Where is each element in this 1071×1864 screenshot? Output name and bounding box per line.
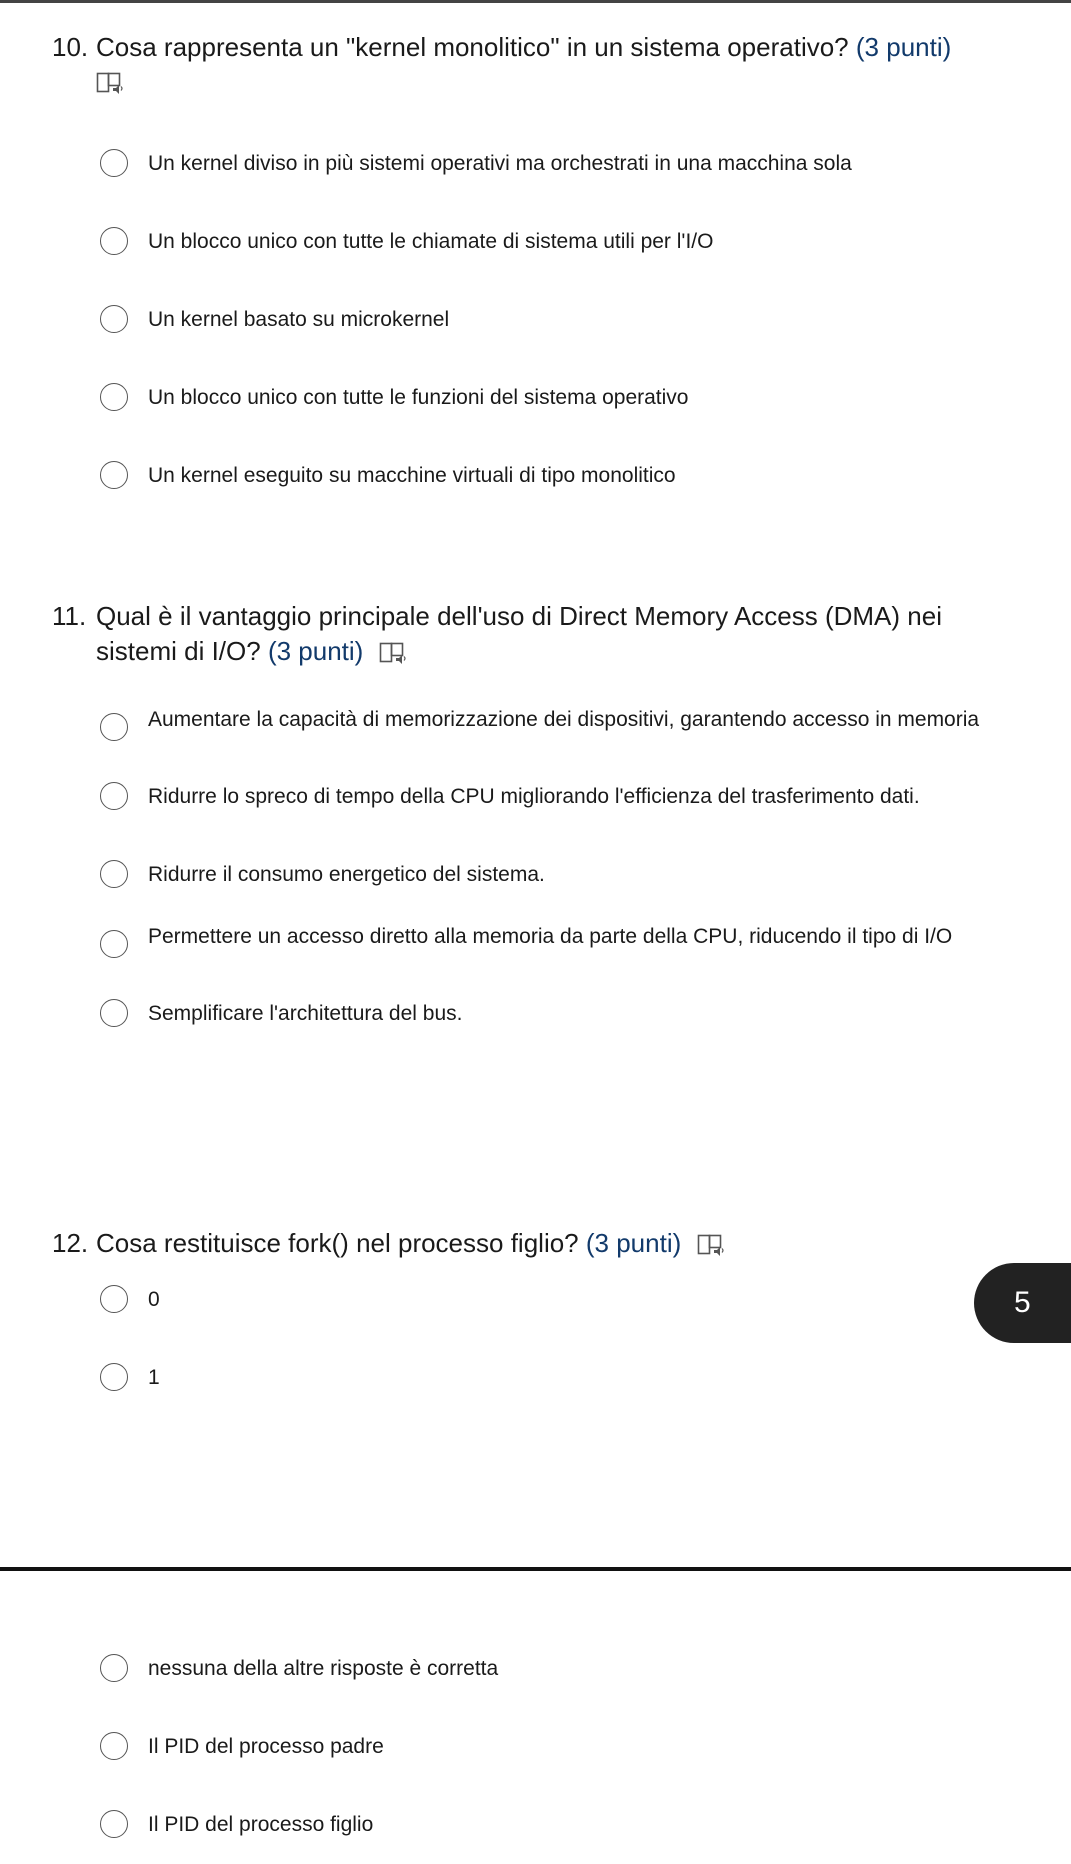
question-header: [0, 1226, 1071, 1261]
question-text: Cosa restituisce fork() nel processo figlio?: [96, 1228, 579, 1258]
question-points: (3 punti): [585, 1228, 682, 1258]
answer-option[interactable]: [0, 359, 1071, 437]
option-label: Il PID del processo figlio: [148, 1813, 374, 1836]
question-12-continued: [0, 1630, 1071, 1864]
option-label: Un kernel diviso in più sistemi operativi ma orchestrati in una macchina sola: [148, 152, 852, 175]
radio-button[interactable]: [100, 227, 128, 255]
question-number: 10.: [52, 32, 89, 62]
question-12: [0, 1226, 1071, 1417]
question-points: (3 punti): [267, 636, 364, 666]
radio-button[interactable]: [100, 1363, 128, 1391]
option-label: 1: [148, 1366, 160, 1389]
radio-button[interactable]: [100, 782, 128, 810]
immersive-reader-icon[interactable]: [697, 1233, 725, 1257]
radio-button[interactable]: [100, 149, 128, 177]
question-points: (3 punti): [855, 32, 952, 62]
option-label: Ridurre lo spreco di tempo della CPU migliorando l'efficienza del trasferimento dati.: [148, 785, 920, 808]
options-list: [0, 1261, 1071, 1417]
options-list: [0, 697, 1071, 1053]
question-11: [0, 599, 1071, 1053]
answer-option[interactable]: [0, 758, 1071, 836]
answer-option[interactable]: [0, 914, 1071, 975]
answer-option[interactable]: [0, 1261, 1071, 1339]
question-header: [0, 30, 1071, 95]
option-label: Semplificare l'architettura del bus.: [148, 1002, 463, 1025]
top-border: [0, 0, 1071, 3]
radio-button[interactable]: [100, 999, 128, 1027]
question-number: 11.: [52, 601, 87, 631]
option-label: Un kernel basato su microkernel: [148, 308, 450, 331]
page-number-badge: 5: [974, 1263, 1071, 1343]
option-label: Un blocco unico con tutte le chiamate di sistema utili per l'I/O: [148, 230, 714, 253]
option-label: Un kernel eseguito su macchine virtuali di tipo monolitico: [148, 464, 676, 487]
answer-option[interactable]: [0, 836, 1071, 914]
answer-option[interactable]: [0, 1630, 1071, 1708]
option-label: Un blocco unico con tutte le funzioni del sistema operativo: [148, 386, 689, 409]
option-label: Il PID del processo padre: [148, 1735, 384, 1758]
answer-option[interactable]: [0, 125, 1071, 203]
answer-option[interactable]: [0, 203, 1071, 281]
answer-option[interactable]: [0, 437, 1071, 515]
option-label: nessuna della altre risposte è corretta: [148, 1657, 499, 1680]
page-break-divider: [0, 1567, 1071, 1571]
radio-button[interactable]: [100, 930, 128, 958]
radio-button[interactable]: [100, 461, 128, 489]
answer-option[interactable]: [0, 975, 1071, 1053]
radio-button[interactable]: [100, 1810, 128, 1838]
question-text: Cosa rappresenta un "kernel monolitico" in un sistema operativo?: [96, 32, 849, 62]
option-label: Aumentare la capacità di memorizzazione dei dispositivi, garantendo accesso in memoria: [148, 708, 980, 731]
radio-button[interactable]: [100, 1285, 128, 1313]
answer-option[interactable]: [0, 1708, 1071, 1786]
radio-button[interactable]: [100, 713, 128, 741]
question-10: [0, 30, 1071, 515]
answer-option[interactable]: [0, 1786, 1071, 1864]
radio-button[interactable]: [100, 305, 128, 333]
immersive-reader-icon[interactable]: [379, 641, 407, 665]
answer-option[interactable]: [0, 697, 1071, 758]
option-label: Permettere un accesso diretto alla memoria da parte della CPU, riducendo il tipo di I/O: [148, 925, 953, 948]
options-list: [0, 1630, 1071, 1864]
radio-button[interactable]: [100, 860, 128, 888]
radio-button[interactable]: [100, 1654, 128, 1682]
question-number: 12.: [52, 1228, 89, 1258]
question-header: [0, 599, 1071, 669]
option-label: 0: [148, 1288, 160, 1311]
answer-option[interactable]: [0, 1339, 1071, 1417]
options-list: [0, 125, 1071, 515]
question-text: Qual è il vantaggio principale dell'uso di Direct Memory Access (DMA) nei sistemi di I/O?: [96, 601, 942, 666]
radio-button[interactable]: [100, 1732, 128, 1760]
radio-button[interactable]: [100, 383, 128, 411]
immersive-reader-icon[interactable]: [96, 71, 124, 95]
answer-option[interactable]: [0, 281, 1071, 359]
option-label: Ridurre il consumo energetico del sistema.: [148, 863, 545, 886]
